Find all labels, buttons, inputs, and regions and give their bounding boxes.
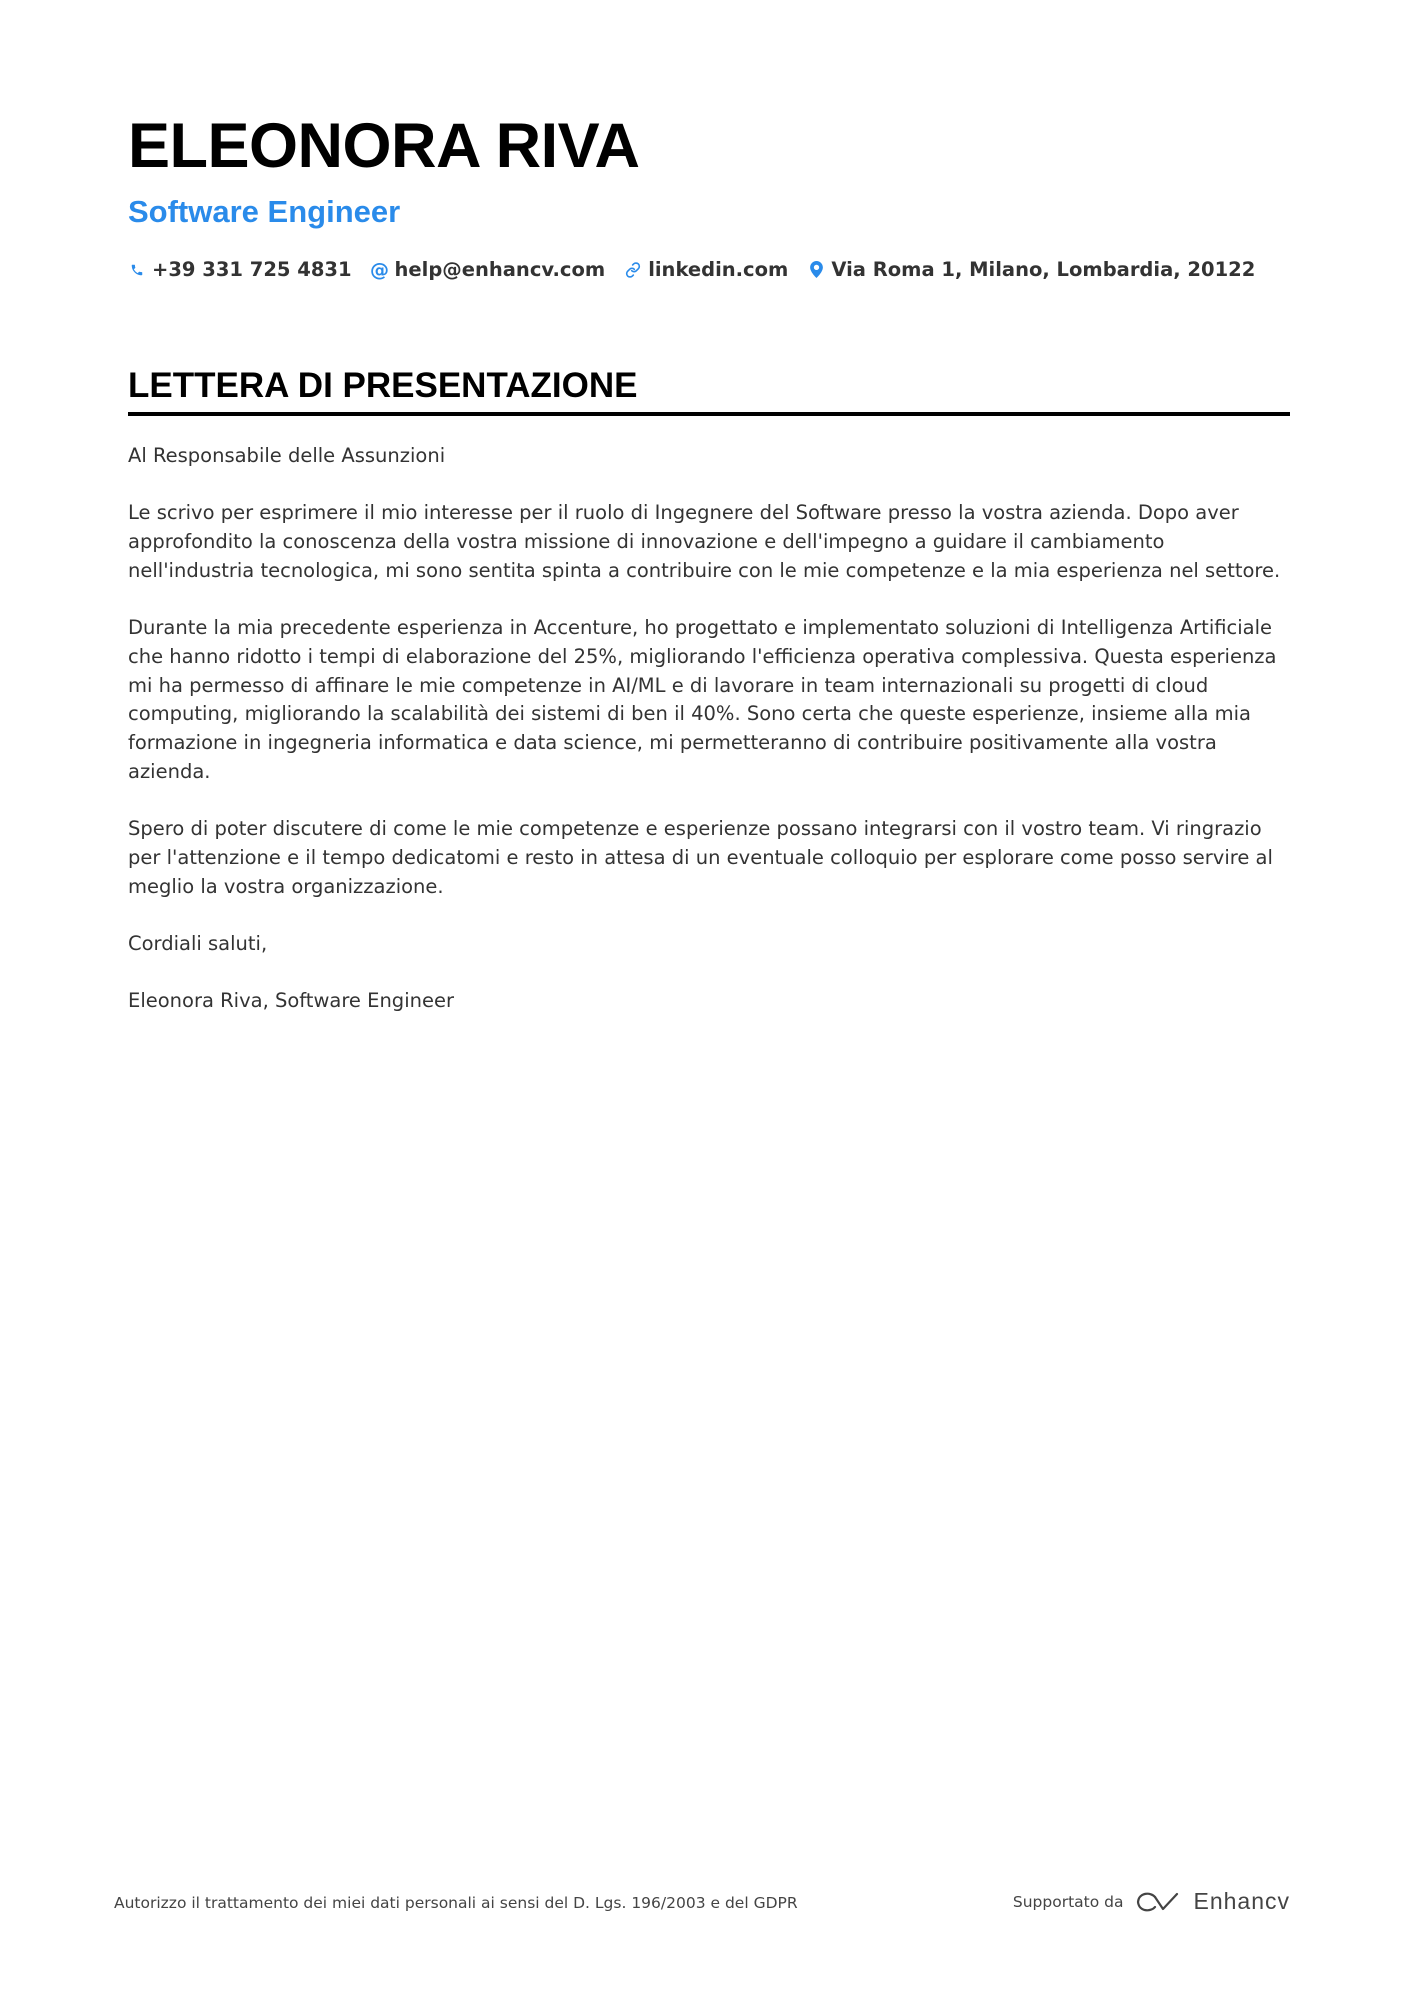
letter-paragraph: Durante la mia precedente esperienza in Accenture, ho progettato e implementato soluzioni di Intelligenza Artificiale che hanno ridotto i tempi di elaborazione del 25%, migliorando l'efficienza operativa complessiva. Questa esperienza mi ha permesso di affinare le mie competenze in AI/ML e di lavorare in team internazionali su progetti di cloud computing, migliorando la scalabilità dei sistemi di ben il 40%. Sono certa che queste esperienze, insieme alla mia formazione in ingegneria informatica e data science, mi permetteranno di contribuire positivamente alla vostra azienda.: [128, 616, 1277, 783]
link-icon: [624, 260, 642, 280]
footer: [114, 1888, 1290, 1918]
contact-phone: [128, 258, 352, 281]
cover-letter-section: [128, 364, 1290, 1045]
email-text[interactable]: help@enhancv.com: [394, 258, 606, 281]
privacy-consent: Autorizzo il trattamento dei miei dati personali ai sensi del D. Lgs. 196/2003 e del GDPR: [114, 1894, 798, 1912]
header: [128, 110, 1288, 281]
letter-body: [128, 442, 1290, 1016]
phone-icon: [128, 260, 146, 280]
signature: Eleonora Riva, Software Engineer: [128, 989, 454, 1013]
linkedin-text[interactable]: linkedin.com: [648, 258, 789, 281]
closing: Cordiali saluti,: [128, 931, 268, 955]
powered-by[interactable]: [1013, 1888, 1290, 1915]
candidate-name: ELEONORA RIVA: [128, 111, 640, 181]
brand-name: Enhancv: [1193, 1888, 1290, 1914]
at-icon: @: [370, 258, 390, 281]
location-pin-icon: [807, 260, 825, 280]
contact-bar: [128, 258, 1288, 281]
letter-paragraph: Spero di poter discutere di come le mie competenze e esperienze possano integrarsi con il vostro team. Vi ringrazio per l'attenzione e il tempo dedicatomi e resto in attesa di un eventuale colloquio per esplorare come posso servire al meglio la vostra organizzazione.: [128, 817, 1273, 898]
powered-by-label: Supportato da: [1012, 1892, 1124, 1911]
section-title: LETTERA DI PRESENTAZIONE: [128, 364, 1290, 416]
salutation: Al Responsabile delle Assunzioni: [128, 444, 446, 467]
enhancv-logo-icon: [1135, 1890, 1181, 1914]
address-text: Via Roma 1, Milano, Lombardia, 20122: [831, 258, 1256, 281]
contact-linkedin[interactable]: [624, 258, 788, 281]
phone-text: +39 331 725 4831: [152, 258, 352, 281]
letter-paragraph: Le scrivo per esprimere il mio interesse per il ruolo di Ingegnere del Software presso la vostra azienda. Dopo aver approfondito la conoscenza della vostra missione di innovazione e dell'impegno a guidare il cambiamento nell'industria tecnologica, mi sono sentita spinta a contribuire con le mie competenze e la mia esperienza nel settore.: [128, 501, 1281, 582]
contact-address: [807, 258, 1255, 281]
candidate-role: Software Engineer: [128, 194, 401, 229]
contact-email[interactable]: [371, 258, 606, 281]
